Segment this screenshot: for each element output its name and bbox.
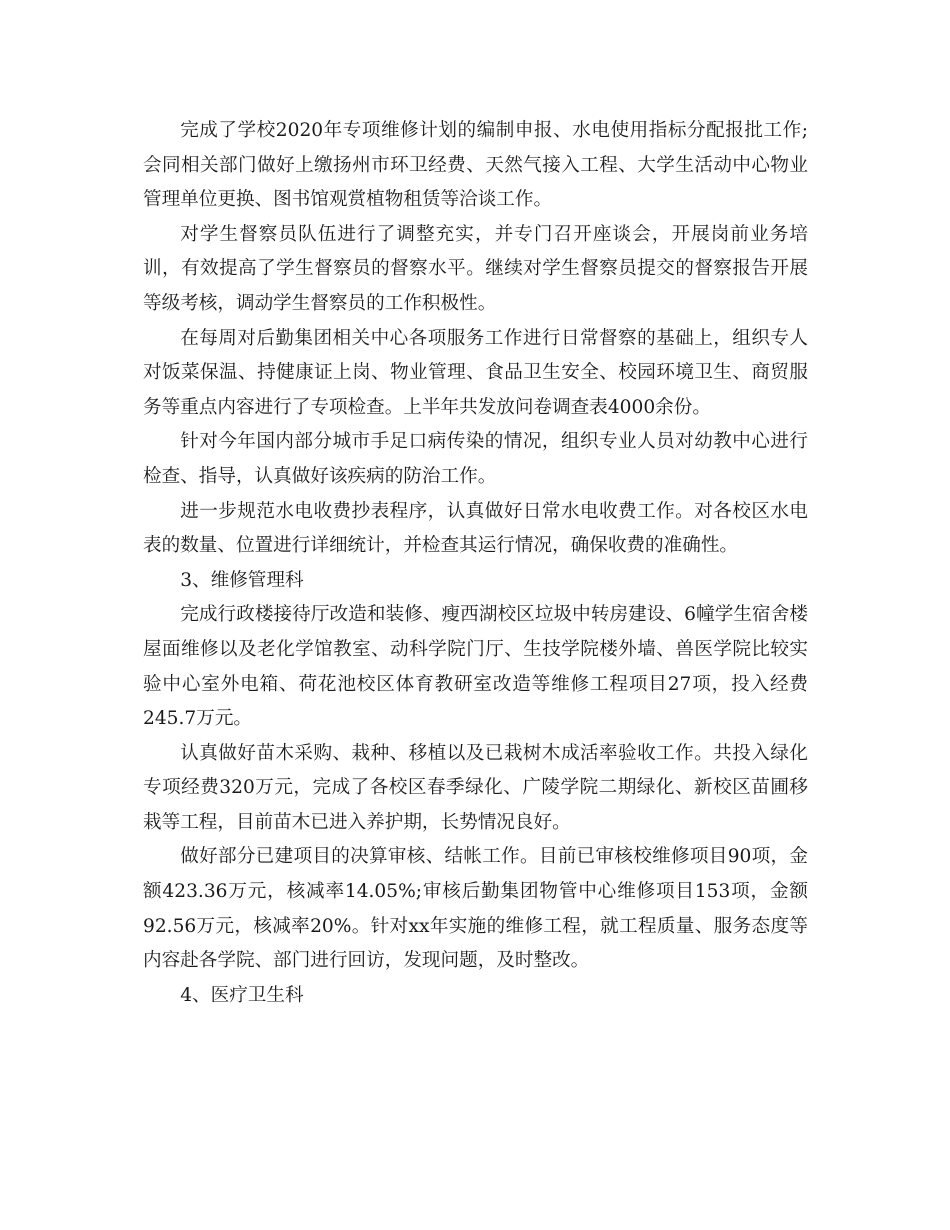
paragraph-disease-prevention: 针对今年国内部分城市手足口病传染的情况，组织专业人员对幼教中心进行检查、指导，认真做好该疾病的防治工作。 — [143, 431, 808, 487]
paragraph-planning-work: 完成了学校2020年专项维修计划的编制申报、水电使用指标分配报批工作;会同相关部门做好上缴扬州市环卫经费、天然气接入工程、大学生活动中心物业管理单位更换、图书馆观赏植物租赁等洽谈工作。 — [143, 120, 808, 211]
section-heading-medical: 4、医疗卫生科 — [180, 984, 304, 1006]
paragraph-maintenance-projects: 完成行政楼接待厅改造和装修、瘦西湖校区垃圾中转房建设、6幢学生宿舍楼屋面维修以及老化学馆教室、动科学院门厅、生技学院楼外墙、兽医学院比较实验中心室外电箱、荷花池校区体育教研室改造等维修工程项目27项，投入经费245.7万元。 — [143, 604, 808, 730]
section-heading-maintenance: 3、维修管理科 — [180, 569, 304, 591]
paragraph-service-inspection: 在每周对后勤集团相关中心各项服务工作进行日常督察的基础上，组织专人对饭菜保温、持健康证上岗、物业管理、食品卫生安全、校园环境卫生、商贸服务等重点内容进行了专项检查。上半年共发放问卷调查表4000余份。 — [143, 327, 808, 418]
document-body — [143, 114, 808, 1013]
paragraph-greening: 认真做好苗木采购、栽种、移植以及已栽树木成活率验收工作。共投入绿化专项经费320万元，完成了各校区春季绿化、广陵学院二期绿化、新校区苗圃移栽等工程，目前苗木已进入养护期，长势情况良好。 — [143, 742, 808, 833]
paragraph-student-inspectors: 对学生督察员队伍进行了调整充实，并专门召开座谈会，开展岗前业务培训，有效提高了学生督察员的督察水平。继续对学生督察员提交的督察报告开展等级考核，调动学生督察员的工作积极性。 — [143, 223, 808, 314]
paragraph-utility-billing: 进一步规范水电收费抄表程序，认真做好日常水电收费工作。对各校区水电表的数量、位置进行详细统计，并检查其运行情况，确保收费的准确性。 — [143, 500, 808, 557]
paragraph-audit: 做好部分已建项目的决算审核、结帐工作。目前已审核校维修项目90项，金额423.36万元，核减率14.05%;审核后勤集团物管中心维修项目153项，金额92.56万元，核减率20%。针对xx年实施的维修工程，就工程质量、服务态度等内容赴各学院、部门进行回访，发现问题，及时整改。 — [143, 846, 808, 972]
